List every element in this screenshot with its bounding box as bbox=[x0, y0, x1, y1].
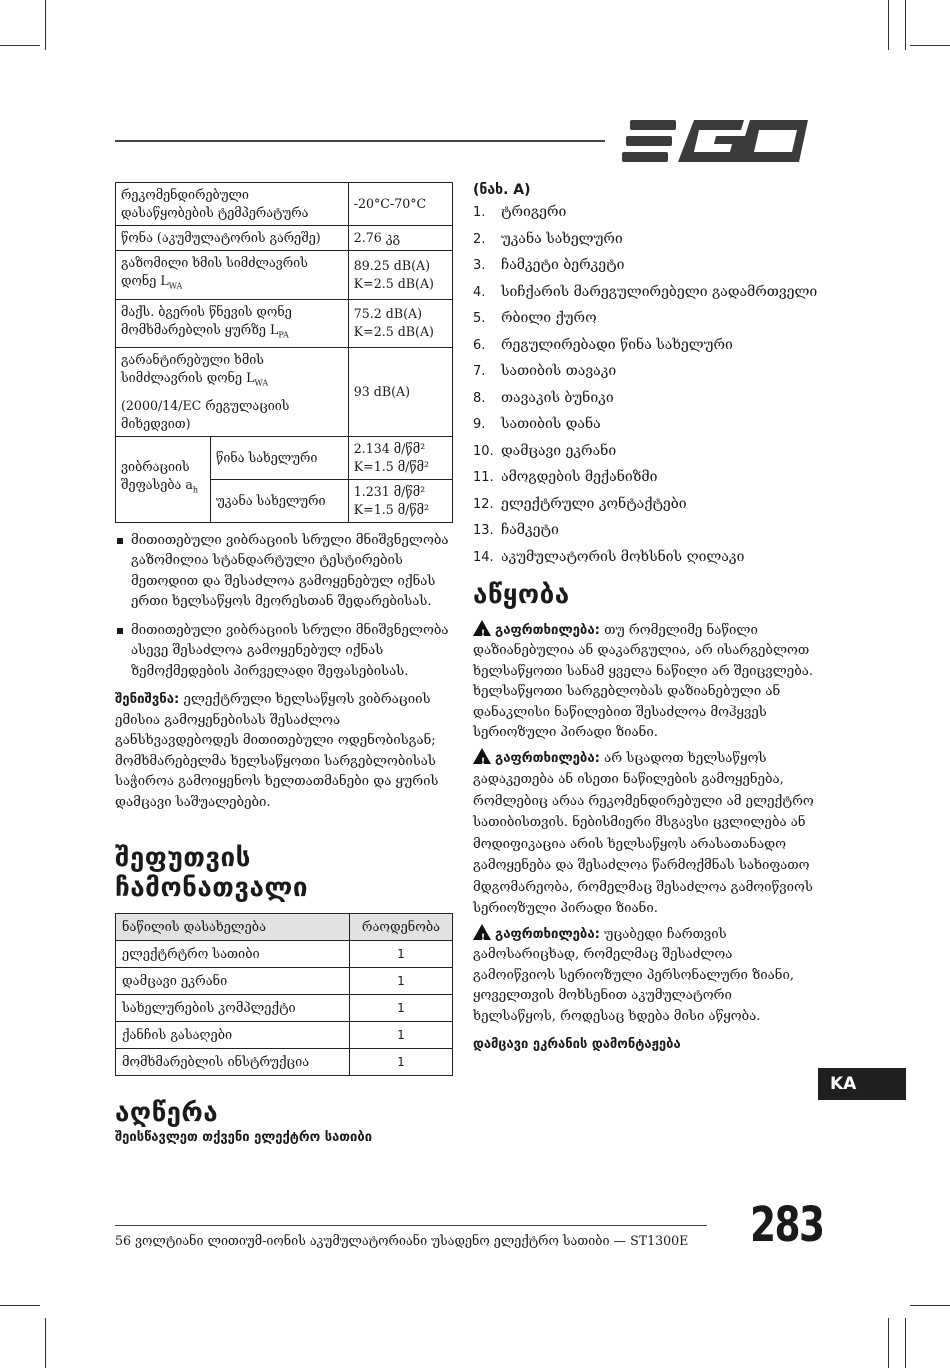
spec-value: -20°C-70°C bbox=[348, 183, 452, 226]
list-item: მითითებული ვიბრაციის სრული მნიშვნელობა გაზომილია სტანდარტული ტესტირების მეთოდით და შესაძლოა გამოყენებულ იქნას ერთი ხელსაწყოს მეორესთან შედარებისას. bbox=[115, 531, 453, 613]
list-item: 4. სიჩქარის მარეგულირებელი გადამრთველი bbox=[473, 283, 818, 300]
vibration-label: ვიბრაციის შეფასება $a_h$ bbox=[116, 436, 211, 522]
table-row bbox=[116, 1049, 453, 1076]
crop-mark bbox=[888, 1318, 889, 1368]
warning-paragraph: ! გაფრთხილება: არ სცადოთ ხელსაწყოს გადაკეთება ან ისეთი ნაწილების გამოყენება, რომლებიც არაა რეკომენდირებული ამ ელექტრო სათიბისთვის. ნებისმიერი მსგავსი ცვლილება ან მოდიფიკაცია არის ხელსაწყოს არასათანადო გამოყენება და შესაძლოა წარმოქმნას სახიფათო მდგომარეობა, რომელმაც შესაძლოა გამოიწვიოს სერიოზული პირადი ზიანი. bbox=[473, 748, 818, 920]
part-qty: 1 bbox=[350, 1022, 453, 1049]
spec-value: 93 dB(A) bbox=[348, 348, 452, 437]
footer-rule bbox=[115, 1225, 707, 1226]
crop-mark bbox=[888, 0, 889, 50]
part-name: დამცავი ეკრანი bbox=[116, 968, 350, 995]
parts-list bbox=[473, 202, 818, 568]
language-tab: KA bbox=[818, 1068, 906, 1100]
part-name: ქანჩის გასაღები bbox=[116, 1022, 350, 1049]
warning-icon: ! bbox=[473, 748, 491, 764]
assembly-subheading: დამცავი ეკრანის დამონტაჟება bbox=[473, 1037, 681, 1052]
part-qty: 1 bbox=[350, 995, 453, 1022]
table-row bbox=[116, 941, 453, 968]
list-item: 5. რბილი ქურო bbox=[473, 310, 597, 326]
part-name: მომხმარებლის ინსტრუქცია bbox=[116, 1049, 350, 1076]
crop-mark bbox=[910, 45, 950, 46]
spec-value: 89.25 dB(A) K=2.5 dB(A) bbox=[348, 251, 452, 300]
table-row bbox=[116, 251, 453, 300]
spec-label: რეკომენდირებული დასაწყობების ტემპერატურა bbox=[116, 183, 349, 226]
list-item: 3. ჩამკეტი ბერკეტი bbox=[473, 257, 625, 273]
table-row bbox=[116, 436, 453, 479]
list-item: 6. რეგულირებადი წინა სახელური bbox=[473, 336, 733, 353]
table-row bbox=[116, 995, 453, 1022]
list-item: 2. უკანა სახელური bbox=[473, 230, 623, 247]
table-row bbox=[116, 226, 453, 251]
packing-heading: შეფუთვის ჩამონათვალი bbox=[115, 843, 308, 904]
list-item: 12. ელექტრული კონტაქტები bbox=[473, 495, 687, 512]
table-row bbox=[116, 348, 453, 437]
part-qty: 1 bbox=[350, 968, 453, 995]
front-handle-label: წინა სახელური bbox=[211, 436, 349, 479]
footer-text: 56 ვოლტიანი ლითიუმ-იონის აკუმულატორიანი უსადენო ელექტრო სათიბი — ST1300E bbox=[115, 1233, 689, 1248]
list-item: 10. დამცავი ეკრანი bbox=[473, 442, 617, 459]
part-qty: 1 bbox=[350, 941, 453, 968]
table-row bbox=[116, 299, 453, 348]
spec-label: გაზომილი ხმის სიმძლავრის დონე $L_{WA}$ bbox=[116, 251, 349, 300]
crop-mark bbox=[0, 1305, 40, 1306]
crop-mark bbox=[905, 1318, 906, 1368]
spec-value: 2.134 მ/წმ² K=1.5 მ/წმ² bbox=[348, 436, 452, 479]
list-item: 1. ტრიგერი bbox=[473, 204, 567, 220]
list-item: 8. თავაკის ბუნიკი bbox=[473, 389, 614, 406]
figure-label: (ნახ. A) bbox=[473, 182, 531, 198]
bullet-square-icon bbox=[117, 538, 123, 544]
crop-mark bbox=[905, 0, 906, 50]
spec-table bbox=[115, 182, 453, 523]
crop-mark bbox=[0, 45, 40, 46]
spec-label: გარანტირებული ხმის სიმძლავრის დონე $L_{WA}$ (2000/14/EC რეგულაციის მიხედვით) bbox=[116, 348, 349, 437]
column-header: რაოდენობა bbox=[350, 914, 453, 941]
spec-value: 75.2 dB(A) K=2.5 dB(A) bbox=[348, 299, 452, 348]
assembly-heading: აწყობა bbox=[473, 579, 570, 610]
note-paragraph: შენიშვნა: ელექტრული ხელსაწყოს ვიბრაციის ემისია გამოყენებისას შესაძლოა განსხვავდებოდეს მითითებული ოდენობისგან; მომხმარებელმა ხელსაწყოთი სარგებლობისას საჭიროა გამოიყენოს ხელთათმანები და ყურის დამცავი საშუალებები. bbox=[115, 692, 439, 810]
left-column bbox=[115, 182, 453, 1145]
spec-label: წონა (აკუმულატორის გარეშე) bbox=[116, 226, 349, 251]
warning-paragraph: ! გაფრთხილება: უცაბედი ჩართვის გამოსარიცხად, რომელმაც შესაძლოა გამოიწვიოს სერიოზული პერსონალური ზიანი, ყოველთვის მოხსენით აკუმულატორი ხელსაწყოს, როდესაც ხდება მისი აწყობა. bbox=[473, 924, 818, 1028]
spec-value: 1.231 მ/წმ² K=1.5 მ/წმ² bbox=[348, 479, 452, 522]
description-subheading: შეისწავლეთ თქვენი ელექტრო სათიბი bbox=[115, 1130, 373, 1146]
crop-mark bbox=[910, 1305, 950, 1306]
vibration-notes bbox=[115, 531, 453, 683]
crop-mark bbox=[45, 0, 46, 50]
table-header-row bbox=[116, 914, 453, 941]
list-item: 11. ამოგდების მექანიზმი bbox=[473, 469, 658, 485]
list-item: 14. აკუმულატორის მოხსნის ღილაკი bbox=[473, 548, 745, 565]
spec-value: 2.76 კგ bbox=[348, 226, 452, 251]
header-rule bbox=[115, 140, 605, 142]
part-name: სახელურების კომპლექტი bbox=[116, 995, 350, 1022]
page-number: 283 bbox=[750, 1197, 824, 1253]
warning-icon: ! bbox=[473, 620, 491, 636]
warning-paragraph: ! გაფრთხილება: თუ რომელიმე ნაწილი დაზიანებულია ან დაკარგულია, არ ისარგებლოთ ხელსაწყოთი სანამ ყველა ნაწილი არ შეიცვლება. ხელსაწყოთი სარგებლობას დაზიანებული ან დანაკლისი ნაწილებით შესაძლოა მოჰყვეს სერიოზული პირადი ზიანი. bbox=[473, 620, 818, 744]
table-row bbox=[116, 183, 453, 226]
right-column bbox=[473, 180, 818, 1052]
table-row bbox=[116, 968, 453, 995]
part-name: ელექტრტრო სათიბი bbox=[116, 941, 350, 968]
description-heading: აღწერა bbox=[115, 1098, 219, 1129]
list-item: მითითებული ვიბრაციის სრული მნიშვნელობა ასევე შესაძლოა გამოყენებულ იქნას ზემოქმედების პირველადი შეფასებისას. bbox=[115, 621, 453, 683]
rear-handle-label: უკანა სახელური bbox=[211, 479, 349, 522]
packing-table bbox=[115, 913, 453, 1076]
column-header: ნაწილის დასახელება bbox=[116, 914, 350, 941]
spec-label: მაქს. ბგერის წნევის დონე მომხმარებლის ყურზე $L_{PA}$ bbox=[116, 299, 349, 348]
list-item: 7. სათიბის თავაკი bbox=[473, 363, 617, 379]
warning-icon: ! bbox=[473, 924, 491, 940]
part-qty: 1 bbox=[350, 1049, 453, 1076]
list-item: 9. სათიბის დანა bbox=[473, 416, 601, 432]
list-item: 13. ჩამკეტი bbox=[473, 522, 559, 538]
crop-mark bbox=[45, 1318, 46, 1368]
bullet-square-icon bbox=[117, 628, 123, 634]
ego-logo bbox=[622, 118, 812, 164]
table-row bbox=[116, 1022, 453, 1049]
